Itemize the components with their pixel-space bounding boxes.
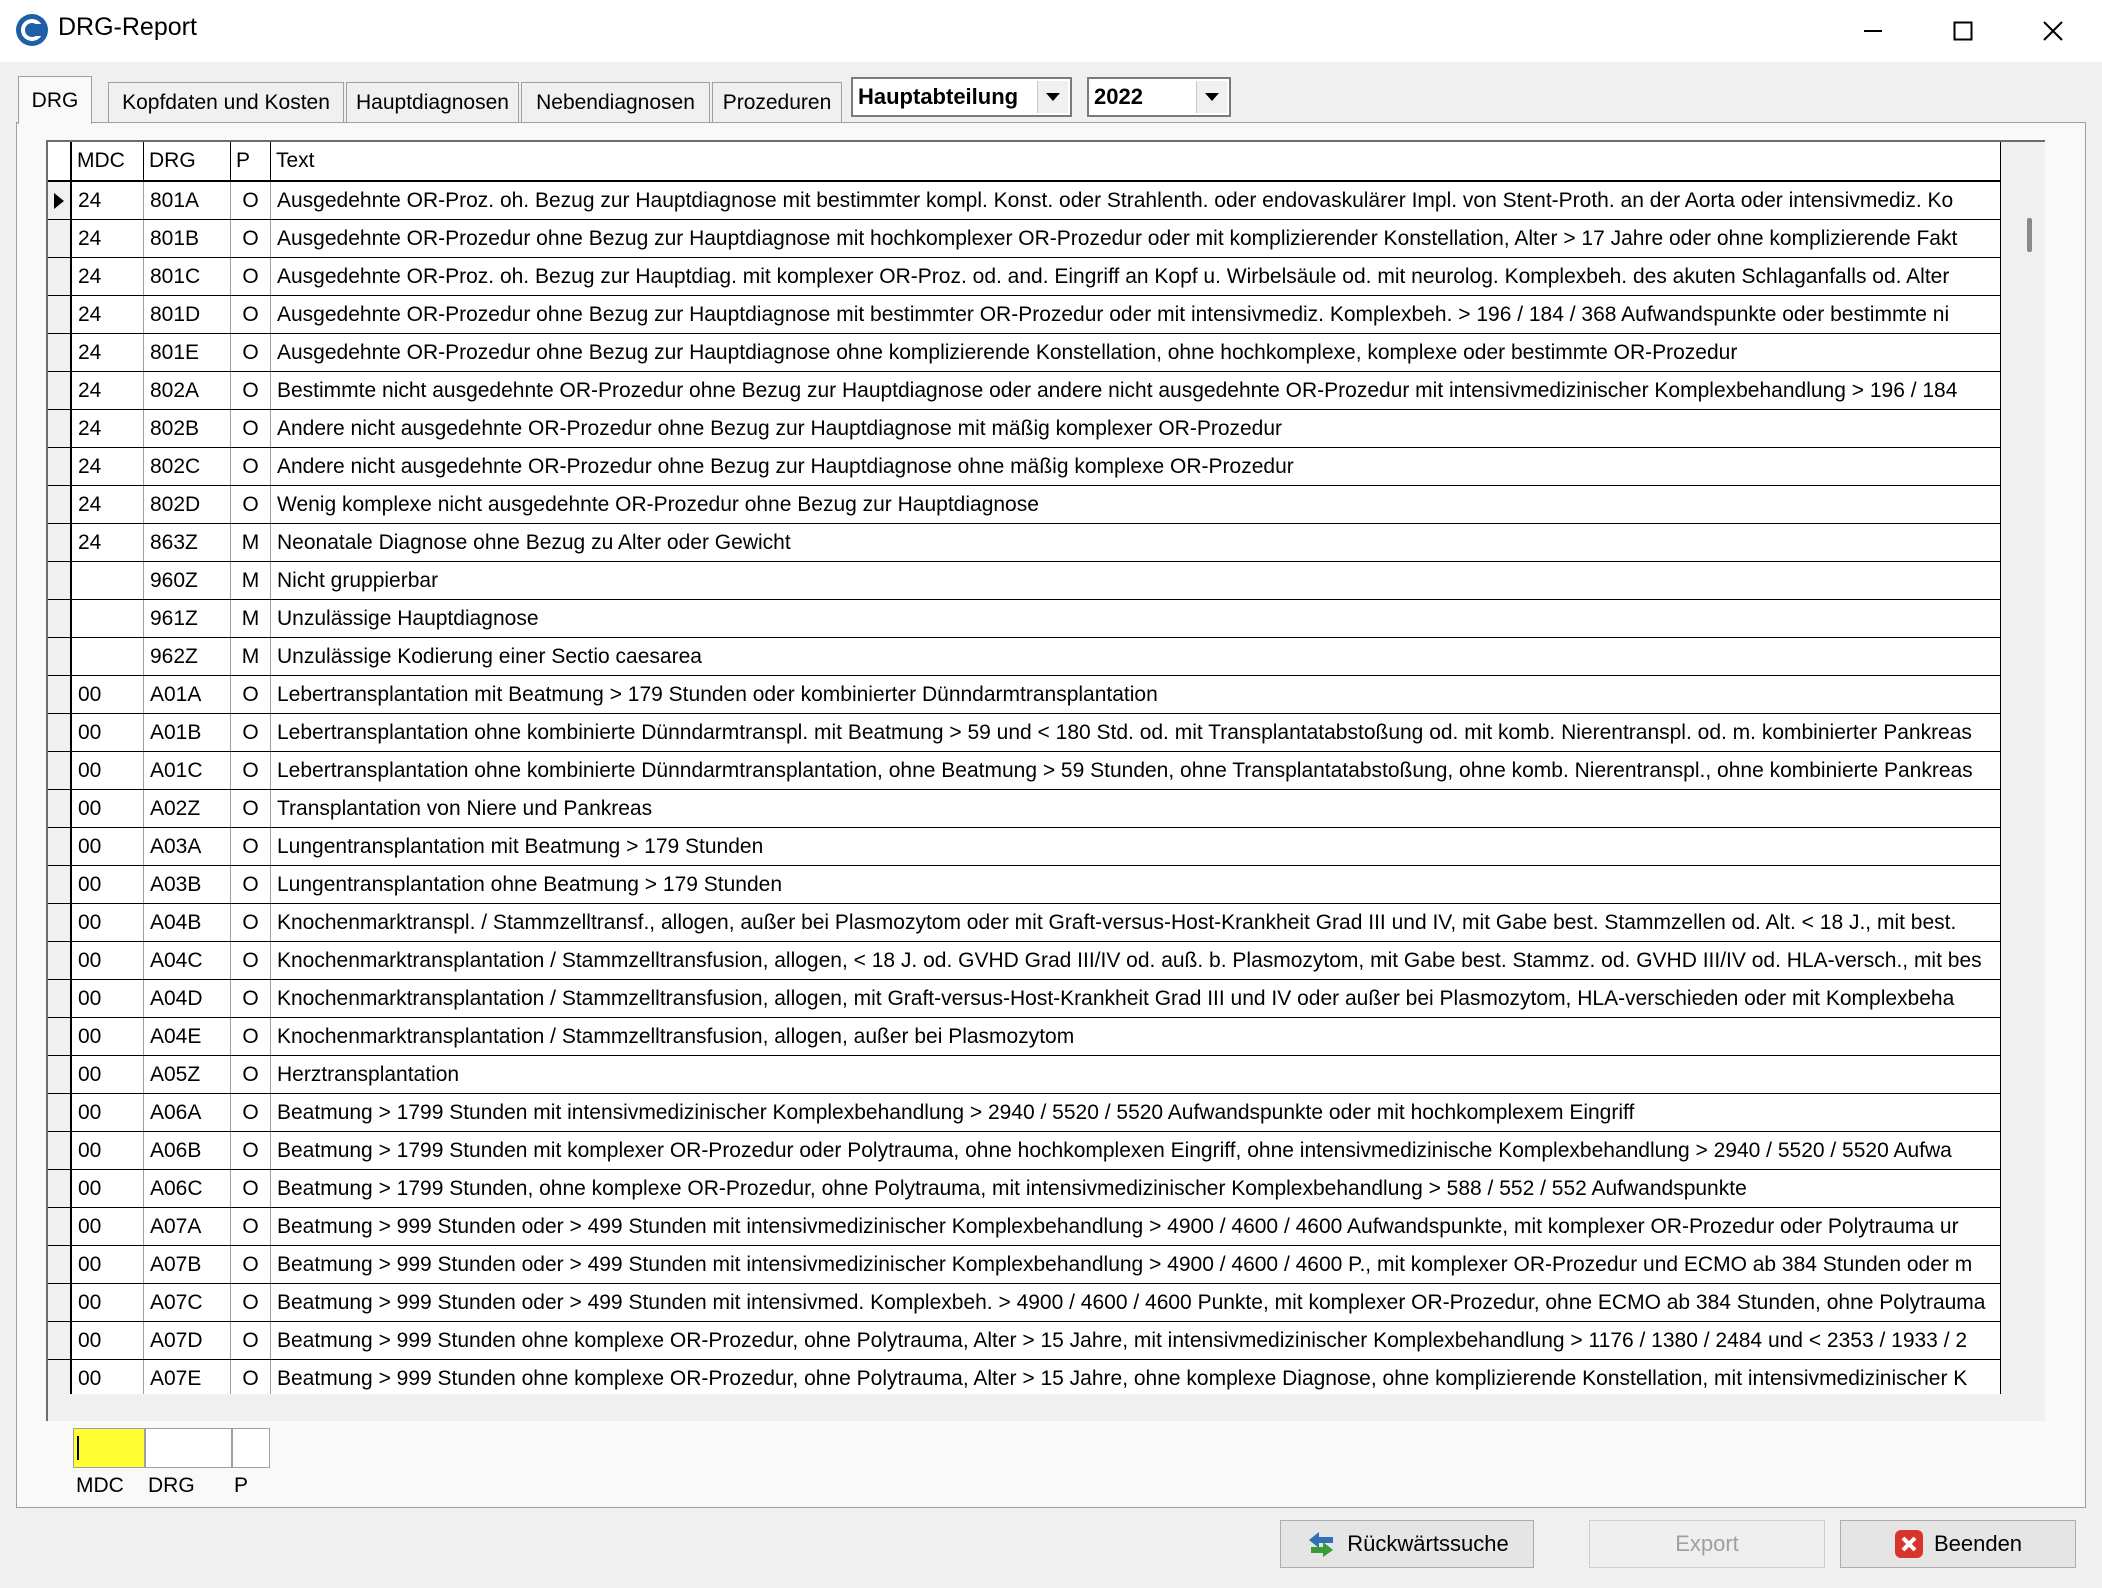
tab-nebendiagnosen[interactable]: Nebendiagnosen [521,82,710,122]
cell-p[interactable]: O [231,182,271,219]
cell-mdc[interactable]: 00 [72,1170,144,1207]
cell-mdc[interactable]: 00 [72,828,144,865]
cell-mdc[interactable]: 24 [72,372,144,409]
row-indicator[interactable] [48,1284,72,1321]
table-row[interactable] [48,486,2001,524]
current-row-indicator[interactable] [48,182,72,219]
table-row[interactable] [48,828,2001,866]
table-row[interactable] [48,562,2001,600]
cell-mdc[interactable]: 00 [72,1094,144,1131]
close-icon [1894,1529,1924,1559]
close-window-button[interactable] [2008,0,2098,62]
cell-p[interactable]: M [231,562,271,599]
cell-drg[interactable]: 801A [144,182,231,219]
cell-p[interactable]: O [231,1246,271,1283]
cell-mdc[interactable]: 24 [72,524,144,561]
cell-drg[interactable]: 801C [144,258,231,295]
maximize-icon [1953,21,1973,41]
row-indicator[interactable] [48,638,72,675]
cell-p[interactable]: O [231,296,271,333]
table-row[interactable] [48,980,2001,1018]
cell-mdc[interactable]: 00 [72,752,144,789]
row-indicator[interactable] [48,714,72,751]
title-bar [0,0,2102,62]
cell-p[interactable]: O [231,220,271,257]
column-header-mdc[interactable]: MDC [72,142,144,180]
cell-drg[interactable]: A04C [144,942,231,979]
table-row[interactable] [48,1246,2001,1284]
row-indicator[interactable] [48,1018,72,1055]
cell-text[interactable]: Wenig komplexe nicht ausgedehnte OR-Prozedur ohne Bezug zur Hauptdiagnose [271,486,2001,523]
quit-button[interactable] [1840,1520,2076,1568]
cell-mdc[interactable]: 24 [72,258,144,295]
cell-p[interactable]: O [231,1094,271,1131]
cell-p[interactable]: O [231,1170,271,1207]
cell-text[interactable]: Bestimmte nicht ausgedehnte OR-Prozedur ohne Bezug zur Hauptdiagnose oder andere nicht ausgedehnte OR-Prozedur mit intensivmedizinischer Komplexbehandlung > 196 / 184 [271,372,2001,409]
column-header-p[interactable]: P [231,142,271,180]
cell-mdc[interactable]: 00 [72,1360,144,1394]
table-row[interactable] [48,524,2001,562]
minimize-button[interactable] [1828,0,1918,62]
table-row[interactable] [48,1132,2001,1170]
cell-text[interactable]: Ausgedehnte OR-Prozedur ohne Bezug zur Hauptdiagnose ohne komplizierende Konstellation, ohne hochkomplexe, komplexe oder bestimmte OR-Prozedur [271,334,2001,371]
table-row[interactable] [48,600,2001,638]
year-select-value: 2022 [1094,84,1143,109]
table-row[interactable] [48,410,2001,448]
cell-drg[interactable]: A02Z [144,790,231,827]
cell-mdc[interactable]: 24 [72,448,144,485]
cell-text[interactable]: Lungentransplantation ohne Beatmung > 179 Stunden [271,866,2001,903]
cell-text[interactable]: Herztransplantation [271,1056,2001,1093]
abteilung-select-value: Hauptabteilung [858,84,1019,109]
table-row[interactable] [48,638,2001,676]
row-indicator[interactable] [48,562,72,599]
row-indicator[interactable] [48,372,72,409]
cell-text[interactable]: Beatmung > 999 Stunden oder > 499 Stunden mit intensivmedizinischer Komplexbehandlung > 4900 / 4600 / 4600 Aufwandspunkte, mit komplexer OR-Prozedur oder Polytrauma ur [271,1208,2001,1245]
cell-text[interactable]: Beatmung > 1799 Stunden, ohne komplexe OR-Prozedur, ohne Polytrauma, mit intensivmedizinischer Komplexbehandlung > 588 / 552 / 552 Aufwandspunkte [271,1170,2001,1207]
cell-drg[interactable]: A03A [144,828,231,865]
drg-grid[interactable] [46,140,2045,1421]
cell-mdc[interactable]: 00 [72,1246,144,1283]
row-indicator[interactable] [48,220,72,257]
cell-drg[interactable]: 960Z [144,562,231,599]
cell-drg[interactable]: A04B [144,904,231,941]
chevron-down-icon[interactable] [1037,81,1068,113]
minimize-icon [1863,21,1883,41]
row-indicator[interactable] [48,448,72,485]
cell-mdc[interactable]: 24 [72,410,144,447]
table-row[interactable] [48,1018,2001,1056]
cell-p[interactable]: O [231,980,271,1017]
cell-p[interactable]: O [231,1208,271,1245]
cell-drg[interactable]: A07D [144,1322,231,1359]
row-indicator[interactable] [48,790,72,827]
vertical-scrollbar[interactable] [2021,182,2043,1421]
cell-p[interactable]: O [231,410,271,447]
close-icon [2042,20,2064,42]
cell-mdc[interactable]: 00 [72,866,144,903]
row-indicator[interactable] [48,1132,72,1169]
table-row[interactable] [48,334,2001,372]
table-row[interactable] [48,752,2001,790]
mdc-search-label: MDC [76,1474,124,1497]
cell-drg[interactable]: A06A [144,1094,231,1131]
grid-rows [48,182,2001,1394]
reverse-search-button[interactable] [1280,1520,1534,1568]
column-header-drg[interactable]: DRG [144,142,231,180]
quit-label: Beenden [1933,1531,2023,1556]
cell-text[interactable]: Ausgedehnte OR-Prozedur ohne Bezug zur Hauptdiagnose mit bestimmter OR-Prozedur oder mit intensivmediz. Komplexbeh. > 196 / 184 / 368 Aufwandspunkte oder bestimmte ni [271,296,2001,333]
cell-mdc[interactable]: 00 [72,904,144,941]
cell-text[interactable]: Unzulässige Kodierung einer Sectio caesarea [271,638,2001,675]
cell-p[interactable]: O [231,1284,271,1321]
row-indicator[interactable] [48,1360,72,1394]
cell-mdc[interactable]: 00 [72,980,144,1017]
table-row[interactable] [48,1284,2001,1322]
row-indicator[interactable] [48,980,72,1017]
table-row[interactable] [48,296,2001,334]
row-indicator[interactable] [48,1246,72,1283]
cell-text[interactable]: Neonatale Diagnose ohne Bezug zu Alter oder Gewicht [271,524,2001,561]
column-header-text[interactable]: Text [271,142,2001,180]
cell-text[interactable]: Beatmung > 999 Stunden oder > 499 Stunden mit intensivmedizinischer Komplexbehandlung > 4900 / 4600 / 4600 P., mit komplexer OR-Prozedur und ECMO ab 384 Stunden oder m [271,1246,2001,1283]
reverse-search-label: Rückwärtssuche [1347,1531,1509,1556]
cell-p[interactable]: M [231,600,271,637]
cell-drg[interactable]: 801D [144,296,231,333]
row-indicator[interactable] [48,1208,72,1245]
row-indicator[interactable] [48,1056,72,1093]
cell-mdc[interactable]: 00 [72,1284,144,1321]
maximize-button[interactable] [1918,0,2008,62]
table-row[interactable] [48,258,2001,296]
cell-drg[interactable]: A04D [144,980,231,1017]
cell-text[interactable]: Andere nicht ausgedehnte OR-Prozedur ohne Bezug zur Hauptdiagnose ohne mäßig komplexe OR-Prozedur [271,448,2001,485]
cell-mdc[interactable]: 00 [72,790,144,827]
cell-text[interactable]: Knochenmarktransplantation / Stammzelltransfusion, allogen, < 18 J. od. GVHD Grad III/IV od. auß. b. Plasmozytom, mit Gabe best. Stammz. od. GVHD III/IV od. HLA-versch., mit bes [271,942,2001,979]
cell-p[interactable]: O [231,372,271,409]
cell-p[interactable]: O [231,1322,271,1359]
table-row[interactable] [48,448,2001,486]
row-indicator[interactable] [48,866,72,903]
cell-drg[interactable]: A05Z [144,1056,231,1093]
table-row[interactable] [48,220,2001,258]
export-button[interactable] [1589,1520,1825,1568]
cell-drg[interactable]: 802D [144,486,231,523]
row-indicator[interactable] [48,524,72,561]
row-indicator[interactable] [48,1170,72,1207]
row-indicator[interactable] [48,1322,72,1359]
table-row[interactable] [48,942,2001,980]
cell-text[interactable]: Transplantation von Niere und Pankreas [271,790,2001,827]
cell-p[interactable]: O [231,828,271,865]
cell-text[interactable]: Lebertransplantation ohne kombinierte Dünndarmtranspl. mit Beatmung > 59 und < 180 Std. od. mit Transplantatabstoßung od. mit komb. Nierentranspl. od. m. kombinierter Pankreas [271,714,2001,751]
cell-mdc[interactable] [72,562,144,599]
row-indicator[interactable] [48,752,72,789]
row-indicator[interactable] [48,334,72,371]
cell-drg[interactable]: 802C [144,448,231,485]
cell-mdc[interactable]: 00 [72,1056,144,1093]
table-row[interactable] [48,1056,2001,1094]
tab-hauptdiagnosen[interactable]: Hauptdiagnosen [346,82,519,122]
cell-drg[interactable]: 801E [144,334,231,371]
cell-p[interactable]: O [231,258,271,295]
cell-drg[interactable]: A07B [144,1246,231,1283]
cell-drg[interactable]: 863Z [144,524,231,561]
cell-p[interactable]: O [231,486,271,523]
cell-mdc[interactable]: 00 [72,1018,144,1055]
cell-text[interactable]: Beatmung > 999 Stunden oder > 499 Stunden mit intensivmed. Komplexbeh. > 4900 / 4600 / 4600 Punkte, mit komplexer OR-Prozedur, ohne ECMO ab 384 Stunden, ohne Polytrauma [271,1284,2001,1321]
row-indicator[interactable] [48,676,72,713]
row-indicator[interactable] [48,258,72,295]
cell-mdc[interactable]: 00 [72,1322,144,1359]
cell-text[interactable]: Beatmung > 1799 Stunden mit intensivmedizinischer Komplexbehandlung > 2940 / 5520 / 5520 Aufwandspunkte oder mit hochkomplexem Eingriff [271,1094,2001,1131]
cell-mdc[interactable]: 00 [72,1132,144,1169]
cell-p[interactable]: O [231,1132,271,1169]
cell-text[interactable]: Ausgedehnte OR-Prozedur ohne Bezug zur Hauptdiagnose mit hochkomplexer OR-Prozedur oder mit komplizierender Konstellation, Alter > 17 Jahre oder ohne komplizierende Fakt [271,220,2001,257]
cell-p[interactable]: M [231,638,271,675]
row-indicator[interactable] [48,942,72,979]
cell-p[interactable]: O [231,1360,271,1394]
tab-drg[interactable]: DRG [18,76,92,124]
cell-p[interactable]: O [231,1018,271,1055]
drg-search-label: DRG [148,1474,195,1497]
cell-text[interactable]: Lungentransplantation mit Beatmung > 179 Stunden [271,828,2001,865]
table-row[interactable] [48,676,2001,714]
cell-p[interactable]: O [231,790,271,827]
cell-text[interactable]: Ausgedehnte OR-Proz. oh. Bezug zur Hauptdiag. mit komplexer OR-Proz. od. and. Eingriff an Kopf u. Wirbelsäule od. mit neurolog. Komplexbeh. des akuten Schlaganfalls od. Alter [271,258,2001,295]
cell-mdc[interactable]: 00 [72,714,144,751]
row-indicator[interactable] [48,296,72,333]
table-row[interactable] [48,1170,2001,1208]
cell-drg[interactable]: A06C [144,1170,231,1207]
table-row[interactable] [48,904,2001,942]
mdc-search-input[interactable] [73,1428,145,1468]
table-row[interactable] [48,790,2001,828]
cell-p[interactable]: O [231,752,271,789]
cell-text[interactable]: Knochenmarktransplantation / Stammzelltransfusion, allogen, außer bei Plasmozytom [271,1018,2001,1055]
cell-text[interactable]: Beatmung > 999 Stunden ohne komplexe OR-Prozedur, ohne Polytrauma, Alter > 15 Jahre, ohne komplexe Diagnose, ohne komplizierende Konstellation, mit intensivmedizinischer K [271,1360,2001,1394]
cell-mdc[interactable] [72,600,144,637]
tab-kopfdaten-und-kosten[interactable]: Kopfdaten und Kosten [108,82,344,122]
table-row[interactable] [48,1094,2001,1132]
p-search-input[interactable] [232,1428,270,1468]
cell-text[interactable]: Unzulässige Hauptdiagnose [271,600,2001,637]
cell-drg[interactable]: 961Z [144,600,231,637]
drg-search-input[interactable] [145,1428,232,1468]
cell-mdc[interactable]: 24 [72,486,144,523]
cell-text[interactable]: Ausgedehnte OR-Proz. oh. Bezug zur Hauptdiagnose mit bestimmter kompl. Konst. oder Strahlenth. oder endovaskulärer Impl. von Stent-Proth. an der Aorta oder intensivmediz. Ko [271,182,2001,219]
back-arrow-icon [1305,1530,1337,1558]
cell-mdc[interactable]: 24 [72,334,144,371]
cell-p[interactable]: O [231,942,271,979]
cell-text[interactable]: Knochenmarktranspl. / Stammzelltransf., allogen, außer bei Plasmozytom oder mit Graft-versus-Host-Krankheit Grad III und IV, mit Gabe best. Stammzellen od. Alt. < 18 J., mit best. [271,904,2001,941]
cell-mdc[interactable]: 00 [72,942,144,979]
row-indicator[interactable] [48,1094,72,1131]
export-label: Export [1675,1531,1739,1556]
table-row[interactable] [48,1360,2001,1394]
cell-p[interactable]: O [231,866,271,903]
cell-mdc[interactable]: 00 [72,1208,144,1245]
cell-p[interactable]: O [231,676,271,713]
cell-drg[interactable]: A07E [144,1360,231,1394]
cell-text[interactable]: Beatmung > 999 Stunden ohne komplexe OR-Prozedur, ohne Polytrauma, Alter > 15 Jahre, mit intensivmedizinischer Komplexbehandlung > 1176 / 1380 / 2484 und < 2353 / 1933 / 2 [271,1322,2001,1359]
cell-drg[interactable]: A06B [144,1132,231,1169]
cell-p[interactable]: O [231,448,271,485]
cell-drg[interactable]: 962Z [144,638,231,675]
cell-drg[interactable]: 801B [144,220,231,257]
cell-mdc[interactable]: 24 [72,220,144,257]
cell-text[interactable]: Knochenmarktransplantation / Stammzelltransfusion, allogen, mit Graft-versus-Host-Krankheit Grad III und IV oder außer bei Plasmozytom, HLA-verschieden oder mit Komplexbeha [271,980,2001,1017]
cell-drg[interactable]: A03B [144,866,231,903]
row-indicator-header [48,142,72,180]
table-row[interactable] [48,714,2001,752]
scrollbar-thumb[interactable] [2027,218,2032,252]
window-title: DRG-Report [58,13,197,41]
row-indicator[interactable] [48,410,72,447]
cell-drg[interactable]: 802A [144,372,231,409]
cell-p[interactable]: O [231,714,271,751]
cell-p[interactable]: O [231,1056,271,1093]
cell-text[interactable]: Andere nicht ausgedehnte OR-Prozedur ohne Bezug zur Hauptdiagnose mit mäßig komplexer OR-Prozedur [271,410,2001,447]
grid-header [48,142,2001,182]
cell-p[interactable]: O [231,334,271,371]
cell-text[interactable]: Beatmung > 1799 Stunden mit komplexer OR-Prozedur oder Polytrauma, ohne hochkomplexen Eingriff, ohne intensivmedizinische Komplexbehandlung > 2940 / 5520 / 5520 Aufwa [271,1132,2001,1169]
table-row[interactable] [48,1322,2001,1360]
table-row[interactable] [48,866,2001,904]
cell-drg[interactable]: A01B [144,714,231,751]
text-cursor [77,1436,79,1460]
cell-drg[interactable]: A01C [144,752,231,789]
app-logo-icon [14,12,50,48]
chevron-down-icon[interactable] [1196,81,1227,113]
cell-mdc[interactable]: 00 [72,676,144,713]
current-row-arrow-icon [53,192,65,210]
cell-text[interactable]: Nicht gruppierbar [271,562,2001,599]
table-row[interactable] [48,1208,2001,1246]
row-indicator[interactable] [48,600,72,637]
row-indicator[interactable] [48,904,72,941]
tab-prozeduren[interactable]: Prozeduren [712,82,842,122]
cell-mdc[interactable]: 24 [72,296,144,333]
p-search-label: P [234,1474,249,1497]
row-indicator[interactable] [48,828,72,865]
abteilung-select[interactable] [851,77,1072,117]
cell-drg[interactable]: A01A [144,676,231,713]
table-row[interactable] [48,182,2001,220]
cell-mdc[interactable]: 24 [72,182,144,219]
cell-mdc[interactable] [72,638,144,675]
cell-text[interactable]: Lebertransplantation ohne kombinierte Dünndarmtransplantation, ohne Beatmung > 59 Stunden, ohne Transplantatabstoßung, ohne komb. Nierentranspl., ohne kombinierte Pankreas [271,752,2001,789]
cell-text[interactable]: Lebertransplantation mit Beatmung > 179 Stunden oder kombinierter Dünndarmtransplantation [271,676,2001,713]
cell-drg[interactable]: A04E [144,1018,231,1055]
cell-drg[interactable]: A07C [144,1284,231,1321]
table-row[interactable] [48,372,2001,410]
cell-drg[interactable]: 802B [144,410,231,447]
cell-drg[interactable]: A07A [144,1208,231,1245]
year-select[interactable] [1087,77,1231,117]
cell-p[interactable]: M [231,524,271,561]
cell-p[interactable]: O [231,904,271,941]
row-indicator[interactable] [48,486,72,523]
